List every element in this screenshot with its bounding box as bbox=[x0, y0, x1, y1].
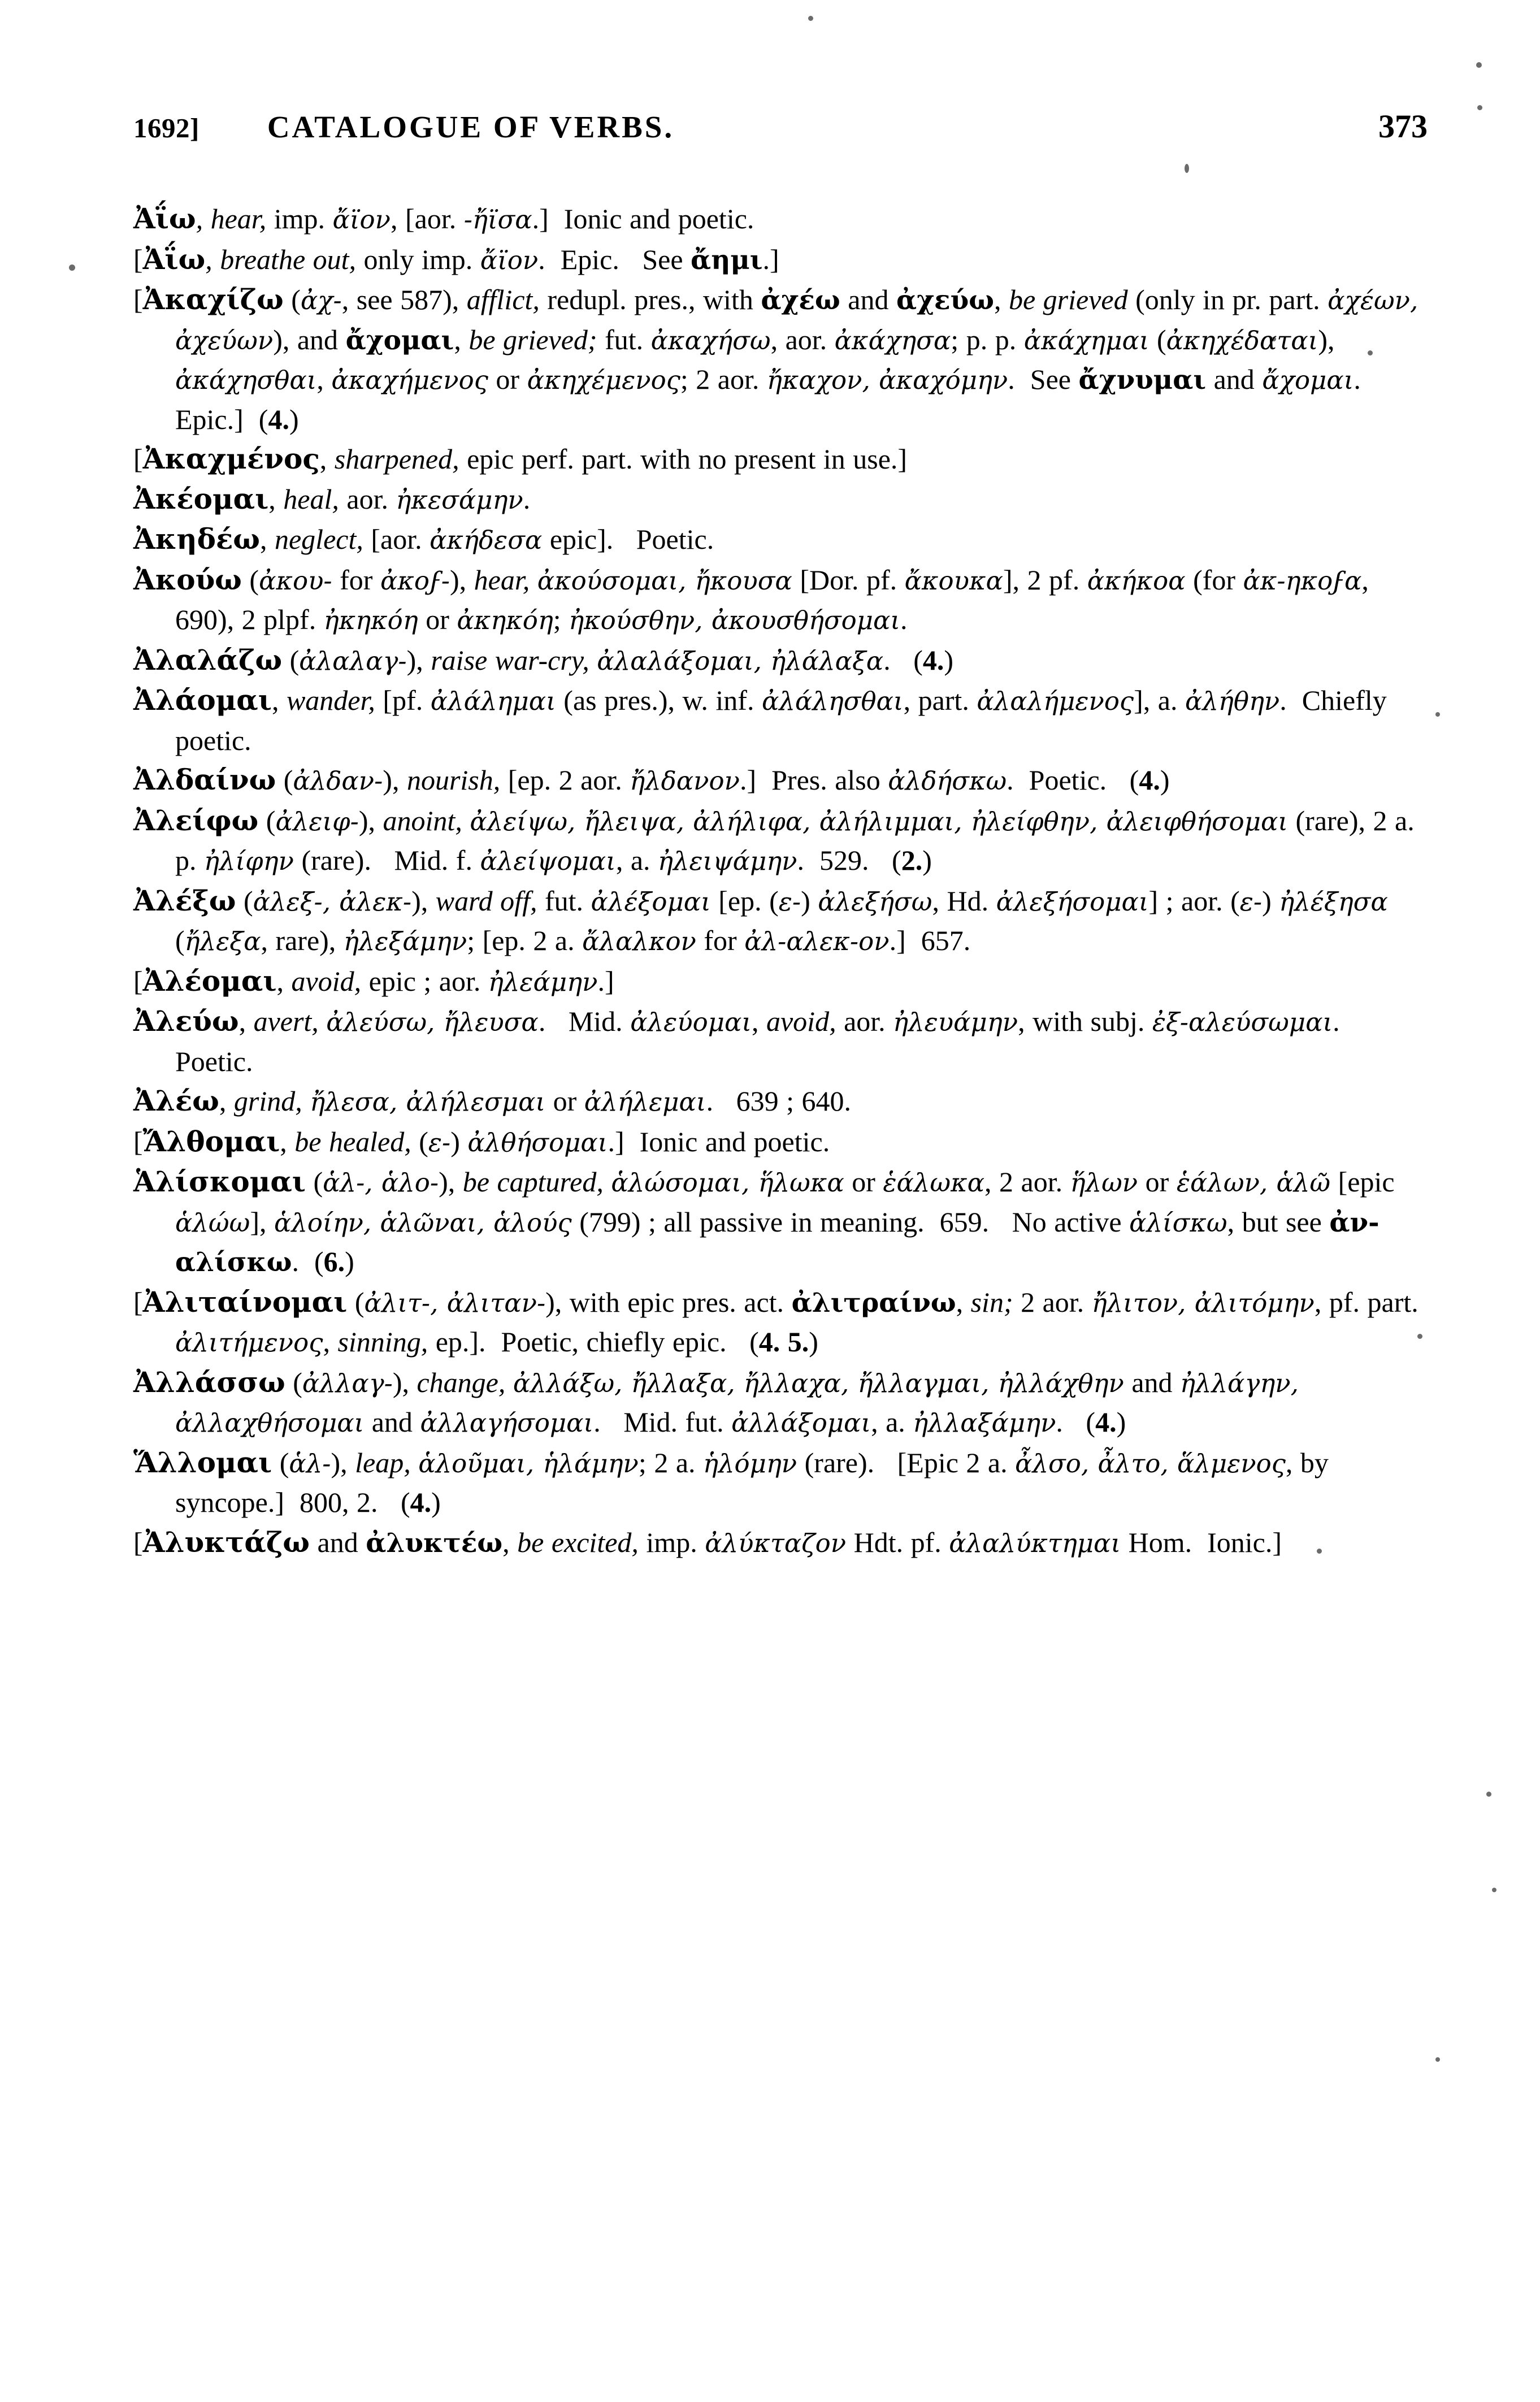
scan-speck bbox=[1435, 712, 1440, 717]
dictionary-entry: Ἀΐω, hear, imp. ἄϊον, [aor. -ἤϊσα.] Ionic and poetic. bbox=[133, 202, 754, 235]
dictionary-entry: Ἀλέξω (ἀλεξ-, ἀλεκ-), ward off, fut. ἀλέξομαι [ep. (ε-) ἀλεξήσω, Hd. ἀλεξήσομαι] ; aor. (ε-) ἠλέξησα (ἤλεξα, rare), ἠλεξάμην; [ep. 2 a. ἄλαλκον for ἀλ-αλεκ-ον.] 657. bbox=[133, 883, 1388, 956]
dictionary-entry: Ἁλίσκομαι (ἁλ-, ἁλο-), be captured, ἁλώσομαι, ἥλωκα or ἑάλωκα, 2 aor. ἥλων or ἑάλων, ἁλῶ [epic ἁλώω], ἁλοίην, ἁλῶναι, ἁλούς (799) ; all passive in meaning. 659. No active ἁλίσκω, but see ἀν-αλίσκω. (6.) bbox=[133, 1165, 1395, 1278]
dictionary-entry: Ἀλδαίνω (ἀλδαν-), nourish, [ep. 2 aor. ἤλδανον.] Pres. also ἀλδήσκω. Poetic. (4.) bbox=[133, 763, 1170, 796]
running-head-title: CATALOGUE OF VERBS. bbox=[267, 110, 675, 144]
page-header bbox=[133, 107, 1428, 170]
dictionary-entry: Ἀλαλάζω (ἀλαλαγ-), raise war-cry, ἀλαλάξομαι, ἠλάλαξα. (4.) bbox=[133, 643, 953, 677]
dictionary-entry: [Ἀλιταίνομαι (ἀλιτ-, ἀλιταν-), with epic pres. act. ἀλιτραίνω, sin; 2 aor. ἤλιτον, ἀλιτόμην, pf. part. ἀλιτήμενος, sinning, ep.]. Poetic, chiefly epic. (4. 5.) bbox=[133, 1285, 1418, 1358]
dictionary-entry: Ἀκέομαι, heal, aor. ἠκεσάμην. bbox=[133, 482, 531, 515]
dictionary-entry: Ἀλεύω, avert, ἀλεύσω, ἤλευσα. Mid. ἀλεύομαι, avoid, aor. ἠλευάμην, with subj. ἐξ-αλεύσωμαι. Poetic. bbox=[133, 1004, 1348, 1077]
dictionary-entry: Ἀλείφω (ἀλειφ-), anoint, ἀλείψω, ἤλειψα, ἀλήλιφα, ἀλήλιμμαι, ἠλείφθην, ἀλειφθήσομαι (rare), 2 a. p. ἠλίφην (rare). Mid. f. ἀλείψομαι, a. ἠλειψάμην. 529. (2.) bbox=[133, 803, 1415, 876]
scan-speck bbox=[1492, 1888, 1496, 1892]
dictionary-entry: Ἀλλάσσω (ἀλλαγ-), change, ἀλλάξω, ἤλλαξα, ἤλλαχα, ἤλλαγμαι, ἠλλάχθην and ἠλλάγην, ἀλλαχθήσομαι and ἀλλαγήσομαι. Mid. fut. ἀλλάξομαι, a. ἠλλαξάμην. (4.) bbox=[133, 1365, 1299, 1438]
scan-speck bbox=[1476, 62, 1482, 68]
dictionary-entry: [Ἀκαχμένος, sharpened, epic perf. part. with no present in use.] bbox=[133, 442, 908, 475]
dictionary-entry: [Ἀκαχίζω (ἀχ-, see 587), afflict, redupl. pres., with ἀχέω and ἀχεύω, be grieved (only in pr. part. ἀχέων, ἀχεύων), and ἄχομαι, be grieved; fut. ἀκαχήσω, aor. ἀκάχησα; p. p. ἀκάχημαι (ἀκηχέδαται), ἀκάχησθαι, ἀκαχήμενος or ἀκηχέμενος; 2 aor. ἤκαχον, ἀκαχόμην. See ἄχνυμαι and ἄχομαι. Epic.] (4.) bbox=[133, 283, 1418, 435]
scan-speck bbox=[1486, 1792, 1491, 1797]
dictionary-entry: [Ἀΐω, breathe out, only imp. ἄϊον. Epic. See ἄημι.] bbox=[133, 242, 779, 276]
dictionary-entry: [Ἄλθομαι, be healed, (ε-) ἀλθήσομαι.] Ionic and poetic. bbox=[133, 1124, 830, 1158]
dictionary-entry: Ἅλλομαι (ἁλ-), leap, ἁλοῦμαι, ἡλάμην; 2 a. ἡλόμην (rare). [Epic 2 a. ἆλσο, ἆλτο, ἅλμενος, by syncope.] 800, 2. (4.) bbox=[133, 1445, 1329, 1518]
folio-number: 1692] bbox=[133, 112, 199, 144]
dictionary-entry: Ἀλέω, grind, ἤλεσα, ἀλήλεσμαι or ἀλήλεμαι. 639 ; 640. bbox=[133, 1084, 851, 1117]
dictionary-entry: Ἀκηδέω, neglect, [aor. ἀκήδεσα epic]. Poetic. bbox=[133, 522, 714, 556]
scan-speck bbox=[69, 265, 75, 271]
scan-speck bbox=[1435, 2057, 1440, 2062]
entry-list bbox=[133, 199, 1429, 1563]
dictionary-entry: [Ἀλυκτάζω and ἀλυκτέω, be excited, imp. ἀλύκταζον Hdt. pf. ἀλαλύκτημαι Hom. Ionic.] bbox=[133, 1525, 1282, 1559]
dictionary-entry: [Ἀλέομαι, avoid, epic ; aor. ἠλεάμην.] bbox=[133, 964, 614, 998]
page-number: 373 bbox=[1378, 108, 1428, 145]
scan-speck bbox=[808, 16, 813, 21]
dictionary-entry: Ἀκούω (ἀκου- for ἀκοϝ-), hear, ἀκούσομαι, ἤκουσα [Dor. pf. ἄκουκα], 2 pf. ἀκήκοα (for ἀκ-ηκοϝα, 690), 2 plpf. ἠκηκόη or ἀκηκόη; ἠκούσθην, ἀκουσθήσομαι. bbox=[133, 562, 1369, 635]
scan-speck bbox=[1477, 105, 1482, 110]
dictionary-entry: Ἀλάομαι, wander, [pf. ἀλάλημαι (as pres.), w. inf. ἀλάλησθαι, part. ἀλαλήμενος], a. ἀλήθην. Chiefly poetic. bbox=[133, 683, 1387, 756]
